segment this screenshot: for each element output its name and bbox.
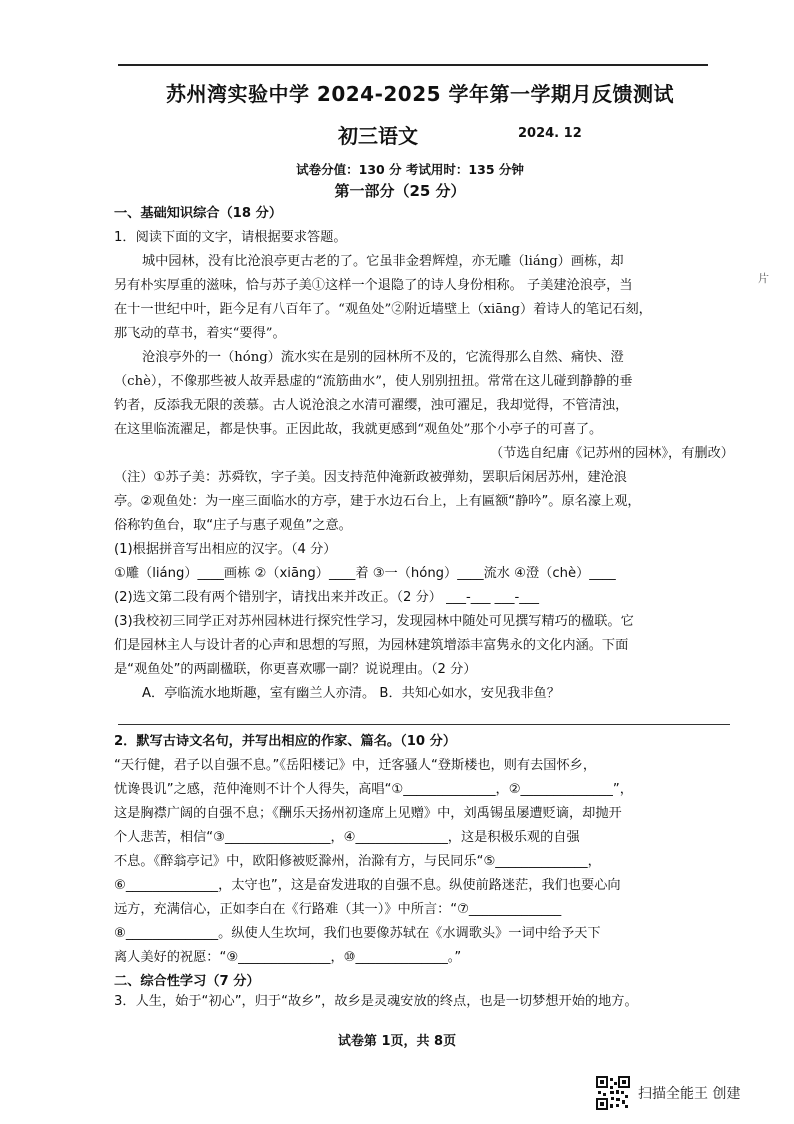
passage-line: 钓者，反添我无限的羡慕。古人说沧浪之水清可濯缨，浊可濯足，我却觉得，不管清浊， (114, 398, 629, 413)
passage-line: 另有朴实厚重的滋味，恰与苏子美①这样一个退隐了的诗人身份相称。 子美建沧浪亭，当 (114, 278, 633, 293)
section2-heading: 二、综合性学习（7 分） (114, 974, 260, 989)
q2-line: 这是胸襟广阔的自强不息；《酬乐天扬州初逢席上见赠》中，刘禹锡虽屡遭贬谪，却抛开 (114, 806, 622, 821)
couplet-options: A．亭临流水地斯趣，室有幽兰人亦清。 B．共知心如水，安见我非鱼？ (142, 686, 560, 701)
q2-line: 个人悲苦，相信“③________________，④______________，这是积极乐观的自强 (114, 830, 580, 845)
sub-question-1-items: ①雕（liáng）____画栋 ②（xiāng）____着 ③一（hóng）____流水 ④澄（chè）____ (114, 566, 616, 581)
sub-question-3: (3)我校初三同学正对苏州园林进行探究性学习，发现园林中随处可见撰写精巧的楹联。它 (114, 614, 634, 629)
margin-mark: 片 (758, 272, 769, 285)
passage-source: （节选自纪庸《记苏州的园林》，有删改） (490, 446, 734, 461)
part-heading: 第一部分（25 分） (334, 182, 466, 200)
q2-heading: 2．默写古诗文名句，并写出相应的作家、篇名。（10 分） (114, 734, 457, 749)
passage-line: 在这里临流濯足，都是快事。正因此故，我就更感到“观鱼处”那个小亭子的可喜了。 (114, 422, 603, 437)
q2-line: ⑧______________。纵使人生坎坷，我们也要像苏轼在《水调歌头》一词中给予天下 (114, 926, 601, 941)
q2-line: 远方，充满信心，正如李白在《行路难（其一）》中所言：“⑦______________ (114, 902, 562, 917)
note-line: （注）①苏子美：苏舜钦，字子美。因支持范仲淹新政被弹劾，罢职后闲居苏州，建沧浪 (114, 470, 627, 485)
sub-question-1: (1)根据拼音写出相应的汉字。（4 分） (114, 542, 337, 557)
q2-line: 不息。《醉翁亭记》中，欧阳修被贬滁州，治滁有方，与民同乐“⑤______________， (114, 854, 601, 869)
passage-line: （chè），不像那些被人故弄悬虚的“流筋曲水”，使人别别扭扭。常常在这儿碰到静静的垂 (114, 374, 633, 389)
qr-code-icon (596, 1076, 630, 1110)
exam-title: 苏州湾实验中学 2024-2025 学年第一学期月反馈测试 (165, 82, 675, 106)
subject-title: 初三语文 (338, 124, 418, 148)
sub-question-3: 们是园林主人与设计者的心声和思想的写照，为园林建筑增添丰富隽永的文化内涵。下面 (114, 638, 629, 653)
sub-question-3: 是“观鱼处”的两副楹联，你更喜欢哪一副？说说理由。（2 分） (114, 662, 477, 677)
note-line: 亭。②观鱼处：为一座三面临水的方亭，建于水边石台上，上有匾额“静吟”。原名濠上观， (114, 494, 641, 509)
q2-line: “天行健，君子以自强不息。”《岳阳楼记》中，迁客骚人“登斯楼也，则有去国怀乡， (114, 758, 597, 773)
section1-heading: 一、基础知识综合（18 分） (114, 206, 283, 221)
sub-question-2: (2)选文第二段有两个错别字，请找出来并改正。（2 分） ___-___ ___-___ (114, 590, 539, 605)
passage-line: 在十一世纪中叶，距今足有八百年了。“观鱼处”②附近墙壁上（xiāng）着诗人的笔记石刻， (114, 302, 652, 317)
q2-line: 忧谗畏讥”之感，范仲淹则不计个人得失，高唱“①______________，②______________”， (114, 782, 633, 797)
q3-text: 3．人生，始于“初心”，归于“故乡”，故乡是灵魂安放的终点，也是一切梦想开始的地方。 (114, 994, 638, 1009)
passage-line: 沧浪亭外的一（hóng）流水实在是别的园林所不及的，它流得那么自然、痛快、澄 (142, 350, 624, 365)
passage-line: 城中园林，没有比沧浪亭更古老的了。它虽非金碧辉煌，亦无雕（liáng）画栋，却 (142, 254, 624, 269)
page-number: 试卷第 1页，共 8页 (337, 1034, 457, 1049)
scanner-watermark: 扫描全能王 创建 (638, 1086, 741, 1102)
exam-date: 2024. 12 (518, 126, 582, 141)
exam-meta: 试卷分值：130 分 考试用时：135 分钟 (296, 162, 524, 177)
q2-line: ⑥______________，太守也”，这是奋发进取的自强不息。纵使前路迷茫，我们也要心向 (114, 878, 621, 893)
q2-line: 离人美好的祝愿：“⑨______________，⑩______________。” (114, 950, 462, 965)
q1-intro: 1．阅读下面的文字，请根据要求答题。 (114, 230, 347, 245)
answer-line (118, 724, 730, 725)
note-line: 俗称钓鱼台，取“庄子与惠子观鱼”之意。 (114, 518, 352, 533)
passage-line: 那飞动的草书，着实“要得”。 (114, 326, 286, 341)
top-rule (118, 64, 708, 66)
